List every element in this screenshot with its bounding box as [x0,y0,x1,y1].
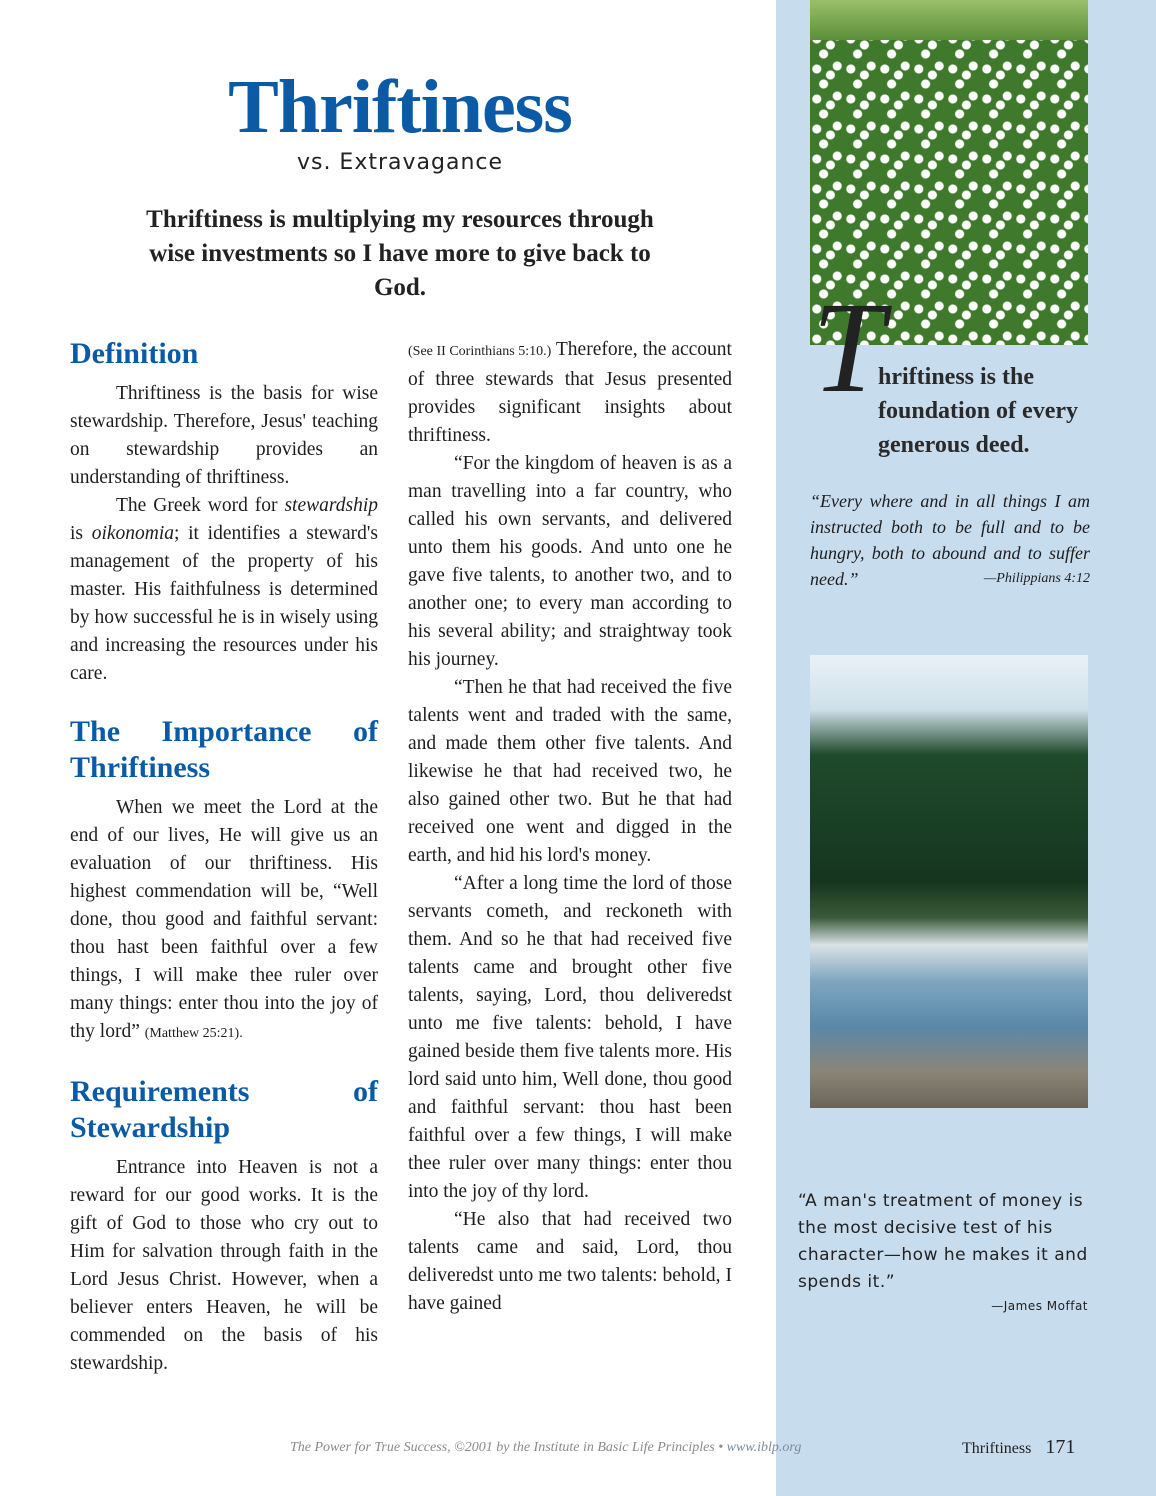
website-link[interactable]: www.iblp.org [726,1440,802,1455]
theme-statement: Thriftiness is multiplying my resources through wise investments so I have more to give back to God. [146,206,654,301]
middle-paragraph-4: “After a long time the lord of those servants cometh, and reckoneth with them. And so he that had received five talents came and brought other five talents, saying, Lord, thou deliveredst unto me five talents: behold, I have gained beside them five talents more. His lord said unto him, Well done, thou good and faithful servant: thou hast been faithful over a few things, I will make thee ruler over many things: enter thou into the joy of thy lord. [408,873,732,1202]
scripture-ref: (Matthew 25:21). [144,1026,243,1041]
middle-paragraph-2: “For the kingdom of heaven is as a man travelling into a far country, who called his own servants, and delivered unto them his goods. And unto one he gave five talents, to another two, and to another one; to every man according to his several ability; and straightway took his journey. [408,453,732,670]
quote-author: —James Moffat [991,1299,1088,1313]
middle-paragraph-1 [408,336,732,450]
page-subtitle: vs. Extravagance [296,150,504,175]
requirements-paragraph: Entrance into Heaven is not a reward for our good works. It is the gift of God to those who cry out to Him for salvation through faith in the Lord Jesus Christ. However, when a believer enters Heaven, he will be commended on the basis of his stewardship. [70,1157,378,1374]
page-title: Thriftiness [228,65,572,149]
text: The Greek word for [116,495,285,516]
credit-text: The Power for True Success, ©2001 by the Institute in Basic Life Principles • [290,1440,727,1455]
pull-quote-text: hriftiness is the foundation of every generous deed. [878,364,1078,458]
middle-paragraph-3: “Then he that had received the five talents went and traded with the same, and made them other five talents. And likewise he that had received two, he also gained other two. But he that had received one went and digged in the earth, and hid his lord's money. [408,677,732,866]
drop-cap: T [812,276,885,420]
verse-text: “Every where and in all things I am instructed both to be full and to be hungry, both to abound and to suffer need.” [810,491,1090,589]
middle-paragraph-5: “He also that had received two talents came and said, Lord, thou deliveredst unto me two talents: behold, I have gained [408,1209,732,1314]
text: is [70,523,92,544]
definition-paragraph: Thriftiness is the basis for wise stewardship. Therefore, Jesus' teaching on stewardship provides an understanding of thriftiness. [70,383,378,488]
moffat-quote [798,1188,1088,1316]
section-name: Thriftiness [962,1440,1032,1457]
text: Therefore, the account of three stewards that Jesus presented provides significant insights about thriftiness. [408,339,732,446]
term-stewardship: stewardship [284,495,378,516]
scripture-verse [810,488,1090,592]
requirements-heading: Requirements of Stewardship [70,1075,378,1144]
left-column [70,336,378,1378]
text: ; it identifies a steward's management of the property of his master. His faithfulness is determined by how successful he is in wisely using and increasing the resources under his care. [70,523,378,684]
page-number: 171 [1045,1436,1076,1458]
verse-reference: —Philippians 4:12 [983,571,1090,586]
term-oikonomia: oikonomia [91,523,175,544]
forest-river-photo [810,655,1088,1108]
page-footer [962,1436,1075,1459]
definition-heading: Definition [70,337,199,370]
text: When we meet the Lord at the end of our lives, He will give us an evaluation of our thriftiness. His highest commendation will be, “Well done, thou good and faithful servant: thou hast been faithful over a few things, I will make thee ruler over many things: enter thou into the joy of thy lord” [70,797,378,1042]
scripture-ref: (See II Corinthians 5:10.) [408,344,552,359]
middle-column [408,336,732,1318]
importance-heading: The Importance of Thriftiness [70,715,378,784]
definition-paragraph-2 [70,492,378,688]
quote-text: “A man's treatment of money is the most decisive test of his character—how he makes it and spends it.” [798,1191,1088,1292]
pull-quote [810,360,1090,462]
footer-credit [290,1440,801,1456]
importance-paragraph [70,794,378,1048]
